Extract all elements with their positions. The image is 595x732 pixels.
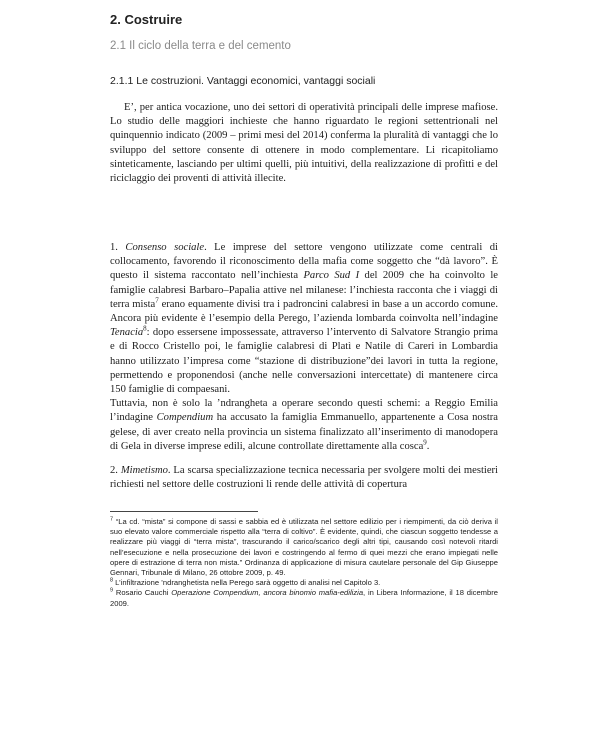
footnote-7 bbox=[110, 517, 498, 578]
consenso-sociale-paragraph bbox=[110, 241, 498, 454]
footnote-ref: 8 bbox=[143, 324, 147, 333]
section-heading: 2. Costruire bbox=[110, 12, 183, 27]
paragraph-text: . La scarsa specializzazione tecnica necessaria per svolgere molti dei mestieri richiesti nel settore delle costruzioni li rende delle attività di copertura bbox=[110, 465, 499, 491]
paragraph-text: del 2009 che ha coinvolto le famiglie calabresi Barbaro–Papalia attive nel milanese: l’inchiesta racconta che i viaggi di terra mista bbox=[110, 270, 498, 310]
footnote-text: “La cd. “mista” si compone di sassi e sabbia ed è utilizzata nel settore edilizio per i riempimenti, da ciò deriva il suo elevato valore commerciale rispetto alla “terra di coltivo”. È evidente, quindi, che ciascun soggetto tendesse a realizzare più viaggi di “terra mista”, trascurando il carico/scarico degli altri tipi, causando così notevoli ritardi nell’esecuzione e nella prosecuzione dei lavori e costringendo al fermo di quei mezzi che erano impiegati nelle opere di estrazione di terra non mista.” Ordinanza di applicazione di misura cautelare personale del Gip Giuseppe Gennari, Tribunale di Milano, 26 ottobre 2009, p. 49. bbox=[110, 517, 498, 578]
mimetismo-paragraph bbox=[110, 464, 498, 492]
paragraph-text: : dopo essersene impossessate, attraverso l’intervento di Salvatore Strangio prima e di Rocco Cristello poi, le famiglie calabresi di Platì e Natile di Careri in Lombardia hanno utilizzato l’impresa come “stazione di distribuzione”dei lavori in tutta la regione, permettendo e proponendosi (anche nelle conversazioni intercettate) di mantenere circa 150 famiglie di compaesani. bbox=[110, 327, 498, 396]
footnotes bbox=[110, 517, 498, 609]
paragraph-text: erano equamente divisi tra i padroncini calabresi in base a un accordo comune. Ancora più evidente è l’esempio della Perego, l’azienda lombarda coinvolta nell’indagine bbox=[110, 298, 498, 325]
footnote-number: 8 bbox=[110, 577, 114, 584]
footnote-text: L’infiltrazione ’ndranghetista nella Perego sarà oggetto di analisi nel Capitolo 3. bbox=[113, 578, 381, 588]
footnote-ref: 9 bbox=[423, 438, 427, 447]
inquiry-name: Parco Sud I bbox=[303, 270, 360, 282]
footnote-8 bbox=[110, 578, 498, 588]
footnote-text: Rosario Cauchi bbox=[113, 588, 172, 598]
article-title: Operazione Compendium, ancora binomio mafia-edilizia bbox=[171, 588, 364, 598]
footnote-text: , in Libera Informazione, il 18 dicembre 2009. bbox=[110, 588, 498, 608]
footnote-separator bbox=[110, 511, 258, 512]
paragraph-text: Tuttavia, non è solo la ’ndrangheta a operare secondo questi schemi: a Reggio Emilia l’indagine bbox=[110, 398, 498, 424]
list-term: Consenso sociale bbox=[125, 242, 205, 253]
list-term: Mimetismo bbox=[120, 465, 168, 476]
subsection-heading: 2.1 Il ciclo della terra e del cemento bbox=[110, 40, 291, 52]
intro-paragraph: E’, per antica vocazione, uno dei settori di operatività principali delle imprese mafiose. Lo studio delle maggiori inchieste che hanno riguardato le regioni settentrionali nel quinquennio indicato (2009 – primi mesi del 2014) conferma la pluralità di vantaggi che lo sviluppo del settore consente di ottenere in modo complementare. Li ricapitoliamo sinteticamente, lasciando per ultimi quelli, più intuitivi, della realizzazione di profitti e del riciclaggio dei proventi di attività illecite. bbox=[110, 102, 498, 185]
list-number: 1. bbox=[110, 242, 126, 253]
footnote-number: 7 bbox=[110, 516, 114, 523]
subsubsection-heading: 2.1.1 Le costruzioni. Vantaggi economici, vantaggi sociali bbox=[110, 75, 376, 87]
footnote-ref: 7 bbox=[155, 296, 159, 305]
footnote-9 bbox=[110, 588, 498, 608]
inquiry-name: Compendium bbox=[156, 412, 214, 424]
paragraph-text: . bbox=[426, 440, 430, 452]
paragraph-text: ha accusato la famiglia Emmanuello, appartenente a Cosa nostra gelese, di aver creato nella provincia un sistema finalizzato all’inserimento di manodopera di Gela in diverse imprese edili, alcune controllate direttamente alla cosca bbox=[110, 412, 498, 452]
inquiry-name: Tenacia bbox=[110, 327, 144, 339]
footnote-number: 9 bbox=[110, 587, 114, 594]
paragraph-text: . Le imprese del settore vengono utilizzate come centrali di collocamento, favorendo il riconoscimento della mafia come soggetto che “dà lavoro”. È questo il sistema raccontato nell’inchiesta bbox=[110, 242, 498, 282]
list-number: 2. bbox=[110, 465, 121, 476]
